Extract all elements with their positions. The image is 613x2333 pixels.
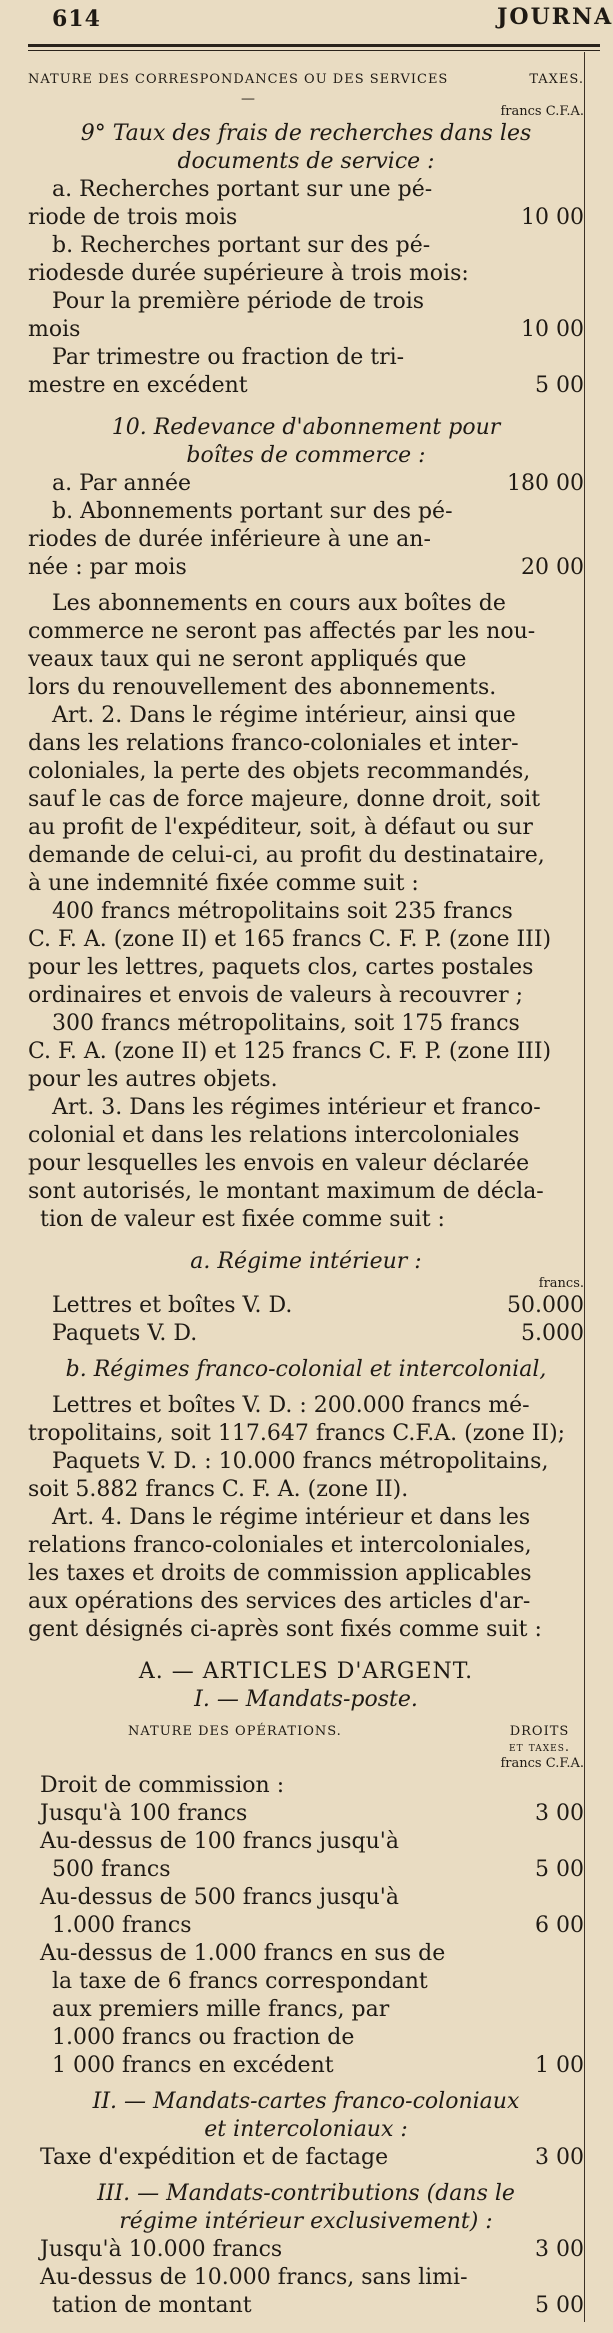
article-2: Art. 2. Dans le régime intérieur, ainsi que dans les relations franco-coloniales et inter- coloniales, la perte des objets recommandés, sauf le cas de force majeure, donne droit, soit au profit de l'expéditeur, soit, à défaut ou sur demande de celui-ci, au profit du destinataire, à une indemnité fixée comme suit : 400 francs métropolitains soit 235 francs C. F. A. (zone II) et 165 francs C. F. P. (zone III) pour les lettres, paquets clos, cartes postales ordinaires et envois de valeurs à recouvrer ; 300 francs métropolitains, soit 175 francs C. F. A. (zone II) et 125 francs C. F. P. (zone III) pour les autres objets. [28, 703, 552, 1092]
commission-row-1: Jusqu'à 100 francs 3 00 [40, 1801, 584, 1826]
unit-label: francs C.F.A. [500, 104, 584, 119]
header-dash: — [241, 91, 255, 107]
article-3: Art. 3. Dans les régimes intérieur et franco- colonial et dans les relations intercoloniales pour lesquelles les envois en valeur déclarée sont autorisés, le montant maximum de décla- tion de valeur est fixée comme suit : [28, 1095, 544, 1232]
header-rule-thin [28, 50, 600, 51]
s10-b-line1: b. Abonnements portant sur des pé- [52, 499, 453, 524]
regime-a-title: a. Régime intérieur : [190, 1249, 422, 1274]
article-4: Art. 4. Dans le régime intérieur et dans les relations franco-coloniales et intercoloniales, les taxes et droits de commission applicables aux opérations des services des articles d'ar- gent désignés ci-après sont fixés comme suit : [28, 1505, 542, 1642]
articles-title: A. — ARTICLES D'ARGENT. [138, 1659, 474, 1684]
s10-title: 10. Redevance d'abonnement pour boîtes de commerce : [111, 415, 501, 468]
s9-b-line5: Par trimestre ou fraction de tri- [52, 345, 405, 370]
column-divider [584, 52, 585, 2322]
commission-row-2-line1: Au-dessus de 100 francs jusqu'à [40, 1829, 399, 1854]
table-header [28, 66, 584, 94]
page-number: 614 [52, 6, 101, 32]
s9-b-line2: riodesde durée supérieure à trois mois: [28, 261, 469, 286]
header-rule-thick [28, 44, 600, 47]
mandats-contributions-title: III. — Mandats-contributions (dans le régime intérieur exclusivement) : [97, 2181, 515, 2234]
contributions-row-1: Jusqu'à 10.000 francs 3 00 [40, 2237, 584, 2262]
s9-b-value1: 10 00 [521, 317, 584, 342]
mandats-poste-title: I. — Mandats-poste. [194, 1687, 418, 1712]
commission-row-4: 1 000 francs en excédent 1 00 [52, 2053, 584, 2078]
regime-b-text: Lettres et boîtes V. D. : 200.000 francs mé- tropolitains, soit 117.647 francs C.F.A. (zone II); Paquets V. D. : 10.000 francs métropolitains, soit 5.882 francs C. F. A. (zone II). [28, 1393, 566, 1502]
s9-a-value: 10 00 [521, 205, 584, 230]
regime-a-unit: francs. [538, 1276, 584, 1291]
commission-row-2: 500 francs 5 00 [52, 1857, 584, 1882]
contributions-row-2-line1: Au-dessus de 10.000 francs, sans limi- [40, 2265, 468, 2290]
contributions-row-2: tation de montant 5 00 [52, 2293, 584, 2318]
commission-title: Droit de commission : [40, 1773, 285, 1798]
commission-row-3-line1: Au-dessus de 500 francs jusqu'à [40, 1885, 399, 1910]
journal-title: JOURNA [497, 4, 613, 30]
s9-a-line1: a. Recherches portant sur une pé- [52, 177, 433, 202]
s9-b-line1: b. Recherches portant sur des pé- [52, 233, 431, 258]
s10-b-row: née : par mois 20 00 [28, 555, 584, 580]
ops-unit: francs C.F.A. [500, 1756, 584, 1771]
page-header [0, 0, 613, 40]
regime-b-title: b. Régimes franco-colonial et intercolonial, [65, 1357, 547, 1382]
commission-row-4-line1: Au-dessus de 1.000 francs en sus de [40, 1941, 446, 1966]
s10-a-row: a. Par année 180 00 [52, 471, 584, 496]
table-header-left: NATURE DES CORRESPONDANCES OU DES SERVICES [28, 72, 449, 87]
table-header-right: TAXES. [529, 72, 584, 87]
taxe-row: Taxe d'expédition et de factage 3 00 [40, 2145, 584, 2170]
regime-a-row-1: Lettres et boîtes V. D. 50.000 [52, 1293, 584, 1318]
s9-b-value2: 5 00 [535, 373, 584, 398]
paragraph-abonnements: Les abonnements en cours aux boîtes de commerce ne seront pas affectés par les nou- veaux taux qui ne seront appliqués que lors du renouvellement des abonnements. [28, 591, 536, 700]
text-column: NATURE DES CORRESPONDANCES OU DES SERVICES TAXES. — francs C.F.A. 9° Taux des frais de recherches dans les documents de service : a. Recherches portant sur une pé- riode de trois mois 10 00 b. Recherches portant sur des pé- riodesde durée supérieure à trois mois: Pour la première période de trois mois 10 00 Par trimestre ou fraction de tri- mestre en excédent 5 00 10. Redevance d'abonnement pour boîtes de commerce : a. Par année 180 00 b. Abonnements portant sur des pé- riodes de durée inférieure à une an- née : par mois 20 00 Les abonnements en cours aux boîtes de commerce ne seront pas affectés par les nou- veaux taux qui ne seront appliqués que lors du renouvellement des abonnements. Art. 2. Dans le régime intérieur, ainsi que dans les relations franco-coloniales et inter- coloniales, la perte des objets recommandés, sauf le cas de force majeure, donne droit, soit au profit de l'expéditeur, soit, à défaut ou sur demande de celui-ci, au profit du destinataire, à une indemnité fixée comme suit : 400 francs métropolitains soit 235 francs C. F. A. (zone II) et 165 francs C. F. P. (zone III) pour les lettres, paquets clos, cartes postales ordinaires et envois de valeurs à recouvrer ; 300 francs métropolitains, soit 175 francs C. F. A. (zone II) et 125 francs C. F. P. (zone III) pour les autres objets. Art. 3. Dans les régimes intérieur et franco- colonial et dans les relations intercoloniales pour lesquelles les envois en valeur déclarée sont autorisés, le montant maximum de décla- tion de valeur est fixée comme suit : a. Régime intérieur : francs. Lettres et boîtes V. D. 50.000 Paquets V. D. 5.000 b. Régimes franco-colonial et intercolonial, Lettres et boîtes V. D. : 200.000 francs mé- tropolitains, soit 117.647 francs C.F.A. (zone II); Paquets V. D. : 10.000 francs métropolitains, soit 5.882 francs C. F. A. (zone II). Art. 4. Dans le régime intérieur et dans les relations franco-coloniales et intercoloniales, les taxes et droits de commission applicables aux opérations des services des articles d'ar- gent désignés ci-après sont fixés comme suit : A. — ARTICLES D'ARGENT. I. — Mandats-poste. NATURE DES OPÉRATIONS. DROITS et taxes. francs C.F.A. Droit de commission : Jusqu'à 100 francs 3 00 Au-dessus de 100 francs jusqu'à 500 francs 5 00 Au-dessus de 500 francs jusqu'à 1.000 francs 6 00 Au-dessus de 1.000 francs en sus de la taxe de 6 francs correspondant aux premiers mille francs, par 1.000 francs ou fraction de 1 000 francs en excédent 1 00 II. — Mandats-cartes franco-coloniaux et intercoloniaux : Taxe d'expédition et de factage 3 00 III. — Mandats-contributions (dans le régime intérieur exclusivement) : Jusqu'à 10.000 francs 3 00 Au-dessus de 10.000 francs, sans limi- tation de montant 5 00 [28, 58, 584, 2320]
s9-b-row2: mestre en excédent 5 00 [28, 373, 584, 398]
s10-b-value: 20 00 [521, 555, 584, 580]
s9-title: 9° Taux des frais de recherches dans les documents de service : [80, 121, 532, 174]
mandats-cartes-title: II. — Mandats-cartes franco-coloniaux et intercoloniaux : [92, 2089, 520, 2142]
s10-b-line2: riodes de durée inférieure à une an- [28, 527, 431, 552]
commission-row-3: 1.000 francs 6 00 [52, 1913, 584, 1938]
s9-b-row1: mois 10 00 [28, 317, 584, 342]
s9-a-row: riode de trois mois 10 00 [28, 205, 584, 230]
s10-a-value: 180 00 [507, 471, 584, 496]
regime-a-row-2: Paquets V. D. 5.000 [52, 1321, 584, 1346]
s9-b-line3: Pour la première période de trois [52, 289, 425, 314]
operations-header: NATURE DES OPÉRATIONS. DROITS et taxes. [128, 1724, 570, 1755]
